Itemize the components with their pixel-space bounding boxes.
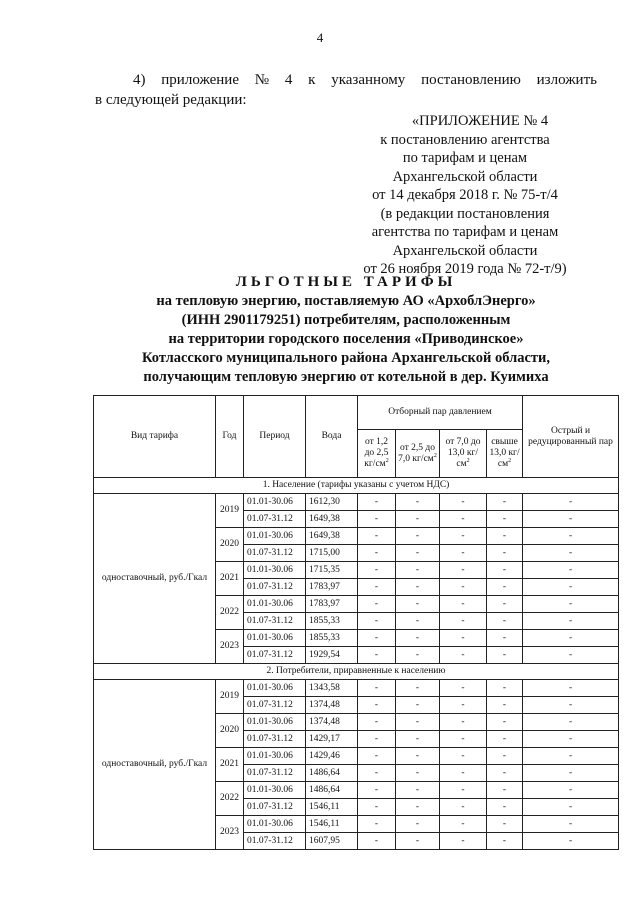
intro-word: 4 [284, 72, 293, 88]
dash-cell: - [487, 782, 523, 799]
dash-cell: - [523, 528, 619, 545]
tariff-type-cell: одноставочный, руб./Гкал [94, 680, 216, 850]
period-cell: 01.07-31.12 [244, 765, 306, 782]
annex-line: Архангельской области [392, 168, 538, 185]
annex-line: «ПРИЛОЖЕНИЕ № 4 [411, 113, 549, 129]
period-cell: 01.07-31.12 [244, 647, 306, 664]
header-steam-group: Отборный пар давлением [358, 396, 523, 430]
water-value-cell: 1783,97 [306, 579, 358, 596]
dash-cell: - [523, 630, 619, 647]
dash-cell: - [487, 765, 523, 782]
dash-cell: - [523, 647, 619, 664]
dash-cell: - [358, 579, 396, 596]
period-cell: 01.07-31.12 [244, 579, 306, 596]
dash-cell: - [358, 816, 396, 833]
water-value-cell: 1855,33 [306, 613, 358, 630]
dash-cell: - [440, 799, 487, 816]
dash-cell: - [440, 680, 487, 697]
period-cell: 01.01-30.06 [244, 714, 306, 731]
page-number: 4 [316, 30, 324, 45]
superscript-2: 2 [466, 457, 470, 464]
intro-paragraph [95, 70, 597, 110]
dash-cell: - [396, 630, 440, 647]
dash-cell: - [358, 714, 396, 731]
dash-cell: - [358, 782, 396, 799]
dash-cell: - [523, 680, 619, 697]
dash-cell: - [358, 562, 396, 579]
annex-line: Архангельской области [392, 242, 538, 259]
dash-cell: - [523, 765, 619, 782]
dash-cell: - [440, 731, 487, 748]
section-title: 2. Потребители, приравненные к населению [94, 664, 619, 680]
dash-cell: - [487, 562, 523, 579]
dash-cell: - [396, 833, 440, 850]
dash-cell: - [487, 697, 523, 714]
section-title: 1. Население (тарифы указаны с учетом НДС) [94, 478, 619, 494]
intro-word: указанному [331, 72, 406, 88]
dash-cell: - [396, 714, 440, 731]
dash-cell: - [440, 714, 487, 731]
intro-word: 4) [133, 72, 146, 88]
dash-cell: - [487, 494, 523, 511]
dash-cell: - [396, 596, 440, 613]
annex-line: к постановлению агентства [380, 131, 550, 148]
dash-cell: - [487, 833, 523, 850]
year-cell: 2021 [216, 562, 244, 596]
dash-cell: - [523, 748, 619, 765]
dash-cell: - [396, 816, 440, 833]
dash-cell: - [523, 799, 619, 816]
dash-cell: - [396, 697, 440, 714]
header-steam-4 [487, 430, 523, 478]
dash-cell: - [440, 697, 487, 714]
heading-title: ЛЬГОТНЫЕ ТАРИФЫ [235, 274, 457, 290]
dash-cell: - [487, 511, 523, 528]
header-steam-4-text: свыше 13,0 кг/см [489, 437, 520, 469]
water-value-cell: 1649,38 [306, 511, 358, 528]
year-cell: 2023 [216, 630, 244, 664]
period-cell: 01.01-30.06 [244, 630, 306, 647]
dash-cell: - [523, 833, 619, 850]
dash-cell: - [487, 579, 523, 596]
tariff-table [93, 395, 619, 850]
dash-cell: - [440, 528, 487, 545]
dash-cell: - [440, 647, 487, 664]
dash-cell: - [440, 630, 487, 647]
dash-cell: - [523, 613, 619, 630]
dash-cell: - [440, 816, 487, 833]
water-value-cell: 1715,35 [306, 562, 358, 579]
water-value-cell: 1649,38 [306, 528, 358, 545]
header-period: Период [244, 396, 306, 478]
dash-cell: - [523, 731, 619, 748]
dash-cell: - [523, 714, 619, 731]
header-water: Вода [306, 396, 358, 478]
annex-line: по тарифам и ценам [402, 150, 528, 166]
dash-cell: - [487, 647, 523, 664]
water-value-cell: 1429,46 [306, 748, 358, 765]
period-cell: 01.01-30.06 [244, 816, 306, 833]
water-value-cell: 1546,11 [306, 816, 358, 833]
superscript-2: 2 [385, 457, 389, 464]
dash-cell: - [440, 579, 487, 596]
dash-cell: - [358, 528, 396, 545]
header-steam-2 [396, 430, 440, 478]
dash-cell: - [440, 748, 487, 765]
dash-cell: - [396, 545, 440, 562]
water-value-cell: 1486,64 [306, 765, 358, 782]
section-row [94, 664, 619, 680]
superscript-2: 2 [508, 457, 512, 464]
intro-word: постановлению [421, 72, 521, 88]
dash-cell: - [523, 816, 619, 833]
header-steam-2-text: от 2,5 до 7,0 кг/см [398, 442, 435, 464]
dash-cell: - [396, 765, 440, 782]
dash-cell: - [523, 579, 619, 596]
period-cell: 01.01-30.06 [244, 494, 306, 511]
dash-cell: - [440, 765, 487, 782]
dash-cell: - [487, 816, 523, 833]
water-value-cell: 1607,95 [306, 833, 358, 850]
dash-cell: - [523, 782, 619, 799]
period-cell: 01.01-30.06 [244, 562, 306, 579]
heading-line: получающим тепловую энергию от котельной в дер. Куимиха [143, 369, 549, 385]
dash-cell: - [358, 731, 396, 748]
dash-cell: - [396, 731, 440, 748]
period-cell: 01.07-31.12 [244, 545, 306, 562]
period-cell: 01.07-31.12 [244, 613, 306, 630]
annex-line: (в редакции постановления [380, 205, 550, 222]
table-row [94, 680, 619, 697]
period-cell: 01.01-30.06 [244, 680, 306, 697]
year-cell: 2019 [216, 494, 244, 528]
annex-reference [330, 112, 600, 279]
intro-line-1 [95, 70, 597, 90]
dash-cell: - [358, 748, 396, 765]
annex-line: агентства по тарифам и ценам [371, 224, 559, 240]
tariff-type-cell: одноставочный, руб./Гкал [94, 494, 216, 664]
superscript-2: 2 [433, 452, 437, 459]
document-heading [95, 273, 597, 387]
annex-line: от 26 ноября 2019 года № 72-т/9) [363, 261, 567, 277]
dash-cell: - [440, 562, 487, 579]
heading-line: на территории городского поселения «Приводинское» [168, 331, 524, 347]
header-tariff-type: Вид тарифа [94, 396, 216, 478]
heading-line: (ИНН 2901179251) потребителям, расположенным [181, 312, 511, 328]
dash-cell: - [396, 511, 440, 528]
dash-cell: - [523, 596, 619, 613]
intro-word: приложение [161, 72, 239, 88]
year-cell: 2019 [216, 680, 244, 714]
period-cell: 01.01-30.06 [244, 528, 306, 545]
dash-cell: - [440, 782, 487, 799]
year-cell: 2020 [216, 714, 244, 748]
dash-cell: - [358, 545, 396, 562]
header-sharp-steam: Острый и редуцированный пар [523, 396, 619, 478]
year-cell: 2022 [216, 596, 244, 630]
water-value-cell: 1374,48 [306, 714, 358, 731]
dash-cell: - [358, 647, 396, 664]
dash-cell: - [523, 545, 619, 562]
dash-cell: - [523, 697, 619, 714]
water-value-cell: 1612,30 [306, 494, 358, 511]
dash-cell: - [396, 562, 440, 579]
dash-cell: - [440, 494, 487, 511]
dash-cell: - [396, 748, 440, 765]
period-cell: 01.01-30.06 [244, 782, 306, 799]
dash-cell: - [487, 545, 523, 562]
dash-cell: - [487, 680, 523, 697]
dash-cell: - [358, 613, 396, 630]
water-value-cell: 1715,00 [306, 545, 358, 562]
period-cell: 01.07-31.12 [244, 799, 306, 816]
period-cell: 01.01-30.06 [244, 748, 306, 765]
dash-cell: - [487, 596, 523, 613]
dash-cell: - [396, 579, 440, 596]
dash-cell: - [396, 680, 440, 697]
dash-cell: - [487, 613, 523, 630]
dash-cell: - [396, 782, 440, 799]
dash-cell: - [396, 528, 440, 545]
dash-cell: - [440, 833, 487, 850]
water-value-cell: 1429,17 [306, 731, 358, 748]
period-cell: 01.01-30.06 [244, 596, 306, 613]
period-cell: 01.07-31.12 [244, 511, 306, 528]
dash-cell: - [358, 833, 396, 850]
annex-line: от 14 декабря 2018 г. № 75-т/4 [372, 187, 558, 203]
dash-cell: - [358, 799, 396, 816]
year-cell: 2023 [216, 816, 244, 850]
dash-cell: - [440, 545, 487, 562]
header-year: Год [216, 396, 244, 478]
header-steam-1-text: от 1,2 до 2,5 кг/см [364, 437, 389, 469]
dash-cell: - [358, 680, 396, 697]
dash-cell: - [523, 562, 619, 579]
intro-word: к [308, 72, 316, 88]
header-steam-3 [440, 430, 487, 478]
intro-word: № [254, 72, 270, 88]
dash-cell: - [487, 731, 523, 748]
intro-line-2: в следующей редакции: [95, 92, 247, 108]
dash-cell: - [358, 494, 396, 511]
dash-cell: - [396, 494, 440, 511]
header-steam-1 [358, 430, 396, 478]
period-cell: 01.07-31.12 [244, 697, 306, 714]
section-row [94, 478, 619, 494]
dash-cell: - [396, 647, 440, 664]
dash-cell: - [487, 630, 523, 647]
year-cell: 2020 [216, 528, 244, 562]
period-cell: 01.07-31.12 [244, 833, 306, 850]
water-value-cell: 1929,54 [306, 647, 358, 664]
dash-cell: - [487, 714, 523, 731]
heading-line: Котласского муниципального района Архангельской области, [141, 350, 551, 366]
dash-cell: - [358, 630, 396, 647]
dash-cell: - [440, 511, 487, 528]
dash-cell: - [440, 613, 487, 630]
table-row [94, 494, 619, 511]
dash-cell: - [487, 799, 523, 816]
water-value-cell: 1374,48 [306, 697, 358, 714]
year-cell: 2021 [216, 748, 244, 782]
dash-cell: - [523, 511, 619, 528]
dash-cell: - [358, 511, 396, 528]
dash-cell: - [487, 748, 523, 765]
dash-cell: - [523, 494, 619, 511]
heading-line: на тепловую энергию, поставляемую АО «АрхоблЭнерго» [156, 293, 536, 309]
dash-cell: - [358, 765, 396, 782]
header-steam-3-text: от 7,0 до 13,0 кг/см [445, 437, 481, 469]
dash-cell: - [396, 613, 440, 630]
period-cell: 01.07-31.12 [244, 731, 306, 748]
water-value-cell: 1343,58 [306, 680, 358, 697]
water-value-cell: 1855,33 [306, 630, 358, 647]
intro-word: изложить [536, 72, 597, 88]
water-value-cell: 1546,11 [306, 799, 358, 816]
dash-cell: - [487, 528, 523, 545]
water-value-cell: 1783,97 [306, 596, 358, 613]
dash-cell: - [440, 596, 487, 613]
dash-cell: - [358, 697, 396, 714]
dash-cell: - [396, 799, 440, 816]
year-cell: 2022 [216, 782, 244, 816]
dash-cell: - [358, 596, 396, 613]
water-value-cell: 1486,64 [306, 782, 358, 799]
